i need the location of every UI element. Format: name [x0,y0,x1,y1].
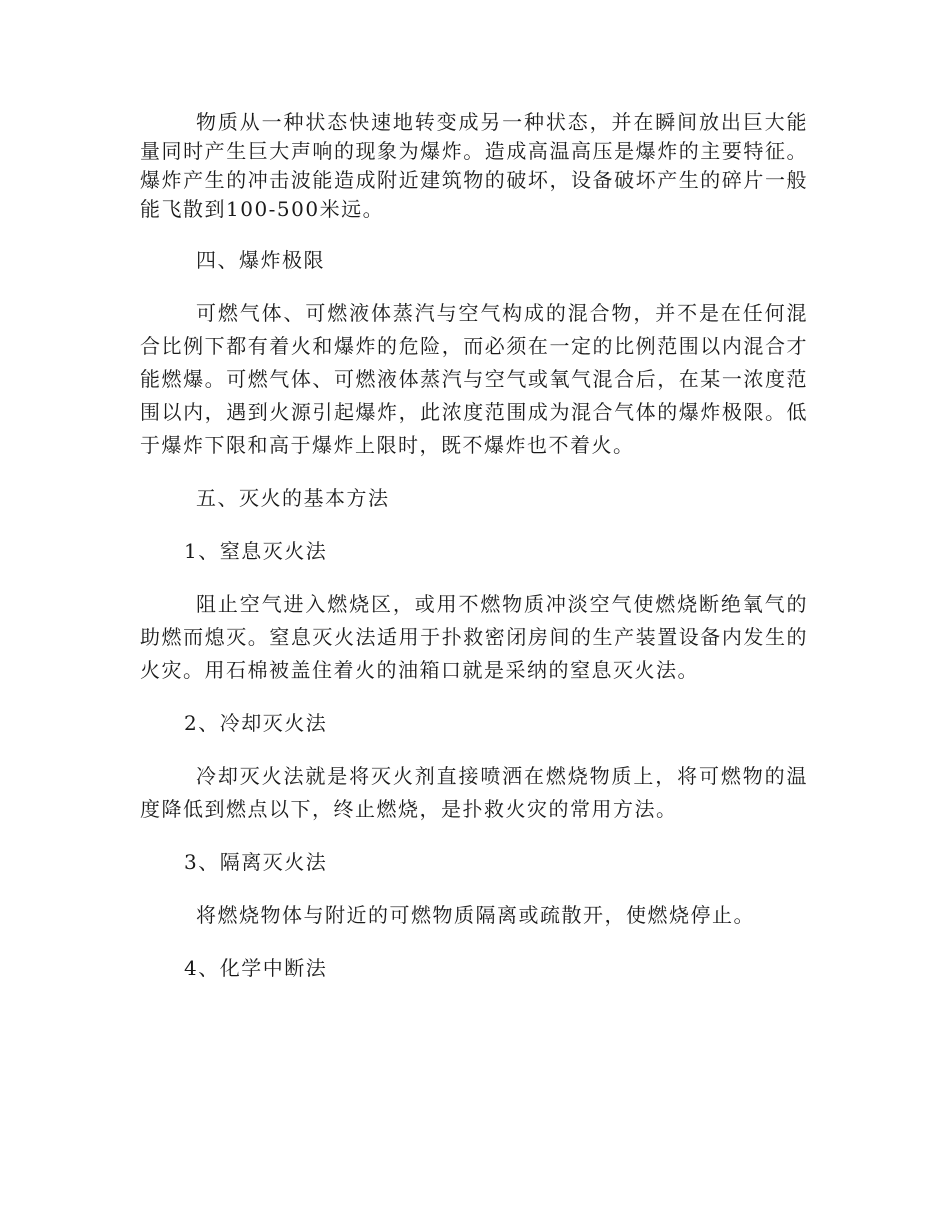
paragraph-cooling: 冷却灭火法就是将灭火剂直接喷洒在燃烧物质上，将可燃物的温度降低到燃点以下，终止燃烧，是扑救火灾的常用方法。 [140,764,808,821]
subheading-smothering: 1、窒息灭火法 [184,539,328,563]
paragraph-explosion-limit: 可燃气体、可燃液体蒸汽与空气构成的混合物，并不是在任何混合比例下都有着火和爆炸的危险，而必须在一定的比例范围以内混合才能燃爆。可燃气体、可燃液体蒸汽与空气或氧气混合后，在某一浓度范围以内，遇到火源引起爆炸，此浓度范围成为混合气体的爆炸极限。低于爆炸下限和高于爆炸上限时，既不爆炸也不着火。 [140,301,808,457]
document-body [140,108,808,1005]
subheading-chemical-interruption: 4、化学中断法 [184,956,328,980]
paragraph-smothering: 阻止空气进入燃烧区，或用不燃物质冲淡空气使燃烧断绝氧气的助燃而熄灭。窒息灭火法适用于扑救密闭房间的生产装置设备内发生的火灾。用石棉被盖住着火的油箱口就是采纳的窒息灭火法。 [140,592,808,682]
section-heading-explosion-limit: 四、爆炸极限 [196,248,325,272]
section-heading-extinguishing-methods: 五、灭火的基本方法 [196,486,390,510]
subheading-isolation: 3、隔离灭火法 [184,850,328,874]
paragraph-explosion-definition: 物质从一种状态快速地转变成另一种状态，并在瞬间放出巨大能量同时产生巨大声响的现象为爆炸。造成高温高压是爆炸的主要特征。爆炸产生的冲击波能造成附近建筑物的破坏，设备破坏产生的碎片一般能飞散到100-500米远。 [140,110,808,221]
subheading-cooling: 2、冷却灭火法 [184,711,328,735]
paragraph-isolation: 将燃烧物体与附近的可燃物质隔离或疏散开，使燃烧停止。 [196,903,755,927]
